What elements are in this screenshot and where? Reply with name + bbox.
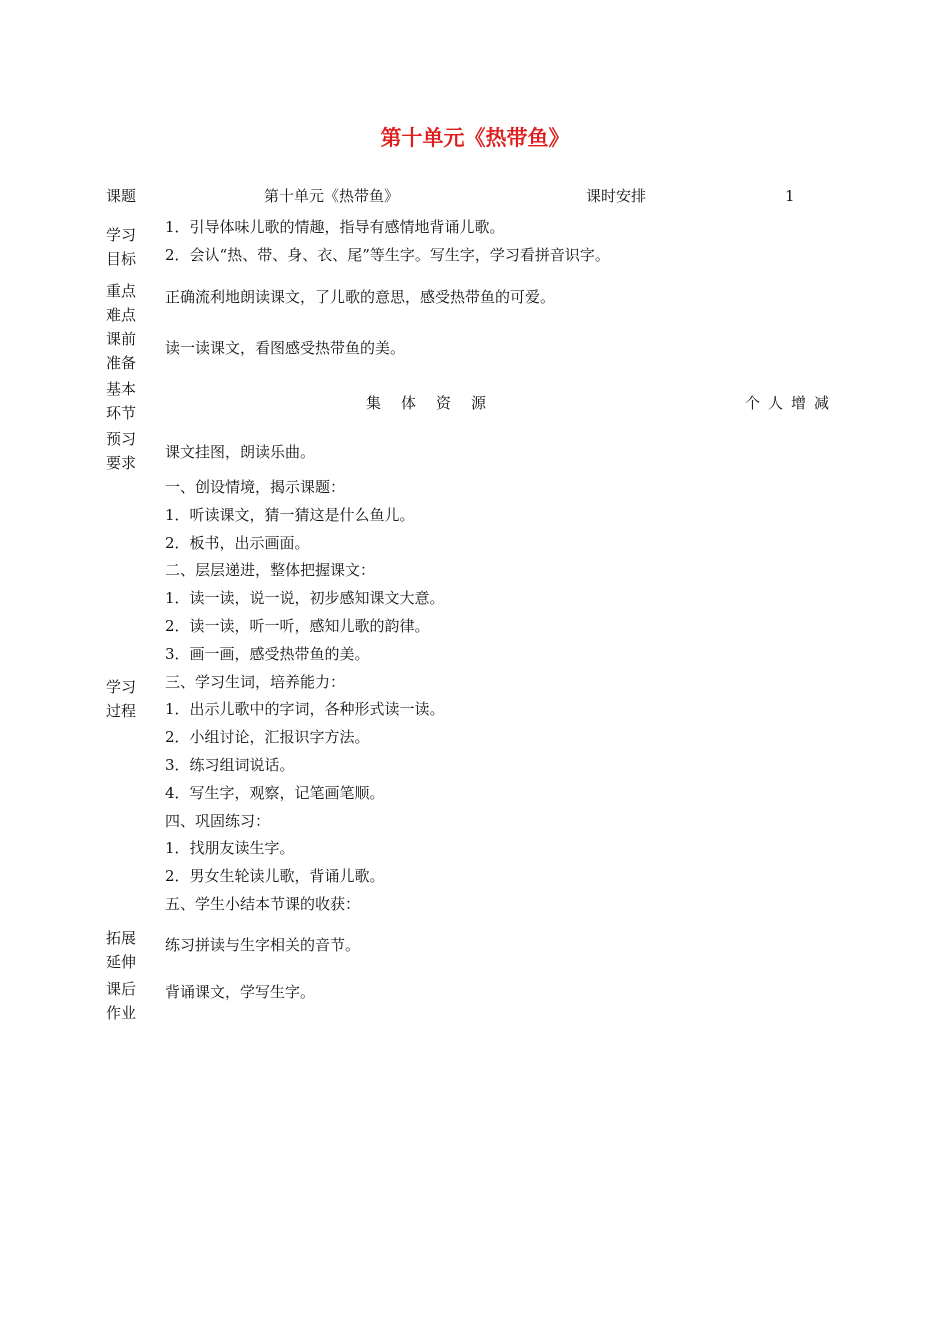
process-line: 4．写生字，观察，记笔画笔顺。 [165,784,385,802]
label-process: 学习 过程 [106,678,137,720]
collective-resources-header: 集体资源 [366,394,507,412]
label-extension: 拓展 延伸 [106,929,137,971]
schedule-label: 课时安排 [586,187,647,205]
document-title: 第十单元《热带鱼》 [380,126,570,150]
process-line: 一、创设情境，揭示课题： [165,478,346,496]
preview-text: 课文挂图，朗读乐曲。 [165,443,316,461]
homework-text: 背诵课文，学写生字。 [165,983,316,1001]
process-line: 1．出示儿歌中的字词，各种形式读一读。 [165,700,445,718]
schedule-value: 1 [785,187,795,205]
goal-2: 2．会认“热、带、身、衣、尾”等生字。写生字，学习看拼音识字。 [165,246,610,264]
process-line: 五、学生小结本节课的收获： [165,895,361,913]
process-line: 三、学习生词，培养能力： [165,673,346,691]
goal-1: 1．引导体味儿歌的情趣，指导有感情地背诵儿歌。 [165,218,505,236]
extension-text: 练习拼读与生字相关的音节。 [165,936,361,954]
process-line: 二、层层递进，整体把握课文： [165,561,376,579]
prep-text: 读一读课文，看图感受热带鱼的美。 [165,339,406,357]
label-prep: 课前 准备 [106,330,137,372]
process-line: 2．男女生轮读儿歌，背诵儿歌。 [165,867,385,885]
process-line: 1．读一读，说一说，初步感知课文大意。 [165,589,445,607]
label-homework: 课后 作业 [106,980,137,1022]
process-line: 1．找朋友读生字。 [165,839,295,857]
process-line: 2．读一读，听一听，感知儿歌的韵律。 [165,617,430,635]
key-points-text: 正确流利地朗读课文，了儿歌的意思，感受热带鱼的可爱。 [165,288,556,306]
label-goals: 学习 目标 [106,226,137,268]
label-topic: 课题 [106,187,137,205]
personal-adjustment-header: 个人增减 [745,394,838,412]
label-basic: 基本 环节 [106,380,137,422]
process-line: 1．听读课文，猜一猜这是什么鱼儿。 [165,506,415,524]
topic-value: 第十单元《热带鱼》 [264,187,400,205]
process-line: 3．画一画，感受热带鱼的美。 [165,645,370,663]
process-line: 2．板书，出示画面。 [165,534,310,552]
process-line: 3．练习组词说话。 [165,756,295,774]
label-preview: 预习 要求 [106,430,137,472]
process-line: 2．小组讨论，汇报识字方法。 [165,728,370,746]
process-line: 四、巩固练习： [165,812,271,830]
label-key-points: 重点 难点 [106,282,137,324]
